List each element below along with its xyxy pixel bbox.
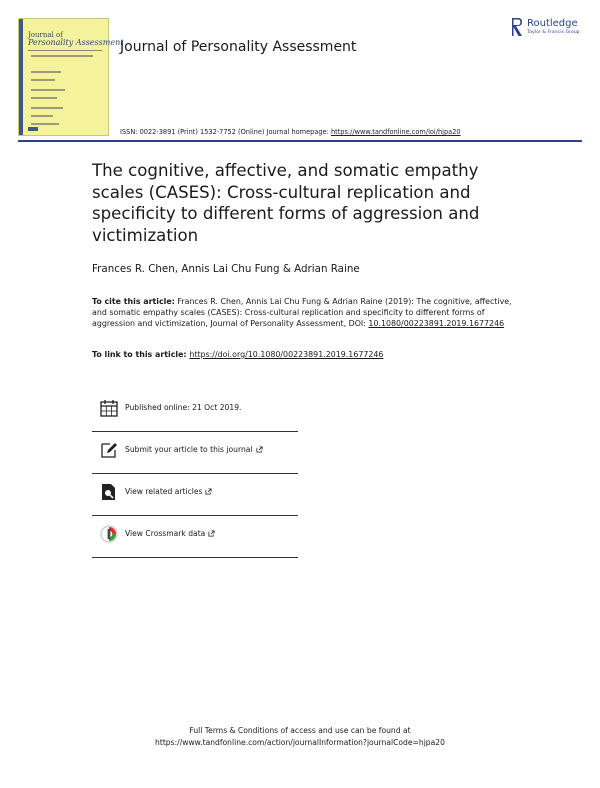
- journal-title: Journal of Personality Assessment: [120, 39, 357, 55]
- article-title: The cognitive, affective, and somatic empathy scales (CASES): Cross-cultural replication and specificity to different forms of aggression and victimization: [92, 161, 480, 245]
- issn-text: ISSN: 0022-3891 (Print) 1532-7752 (Online) Journal homepage:: [120, 128, 331, 136]
- cover-large-title: Personality Assessment: [28, 38, 124, 47]
- cite-label: To cite this article:: [92, 297, 175, 306]
- footer-terms-link[interactable]: https://www.tandfonline.com/action/journalInformation?journalCode=hjpa20: [155, 737, 445, 747]
- submit-article-item[interactable]: [92, 432, 298, 474]
- crossmark-item[interactable]: [92, 516, 298, 558]
- header-divider: [18, 140, 582, 142]
- brand-tagline: Taylor & Francis Group: [527, 30, 580, 35]
- article-actions: [92, 390, 298, 558]
- external-link-icon: [256, 446, 263, 453]
- link-label: To link to this article:: [92, 350, 190, 359]
- crossmark-icon: [100, 525, 118, 543]
- journal-cover-image: [18, 18, 124, 136]
- related-articles-label: View related articles: [125, 487, 203, 496]
- issn-line: [120, 128, 461, 136]
- external-link-icon: [208, 530, 215, 537]
- calendar-icon: [100, 399, 118, 417]
- routledge-logo[interactable]: [511, 17, 585, 39]
- brand-name: Routledge: [527, 18, 578, 29]
- footer: [0, 725, 600, 748]
- article-authors: Frances R. Chen, Annis Lai Chu Fung & Adrian Raine: [92, 263, 360, 275]
- published-online-label: Published online: 21 Oct 2019.: [125, 403, 242, 412]
- cover-small-title: Journal of: [28, 31, 63, 39]
- search-document-icon: [100, 483, 118, 501]
- cite-doi-link[interactable]: 10.1080/00223891.2019.1677246: [368, 319, 505, 329]
- article-doi-link[interactable]: https://doi.org/10.1080/00223891.2019.1677246: [189, 350, 384, 359]
- related-articles-item[interactable]: [92, 474, 298, 516]
- crossmark-label: View Crossmark data: [125, 529, 206, 538]
- submit-article-label: Submit your article to this journal: [125, 445, 253, 454]
- cover-spine: [19, 19, 23, 135]
- edit-icon: [100, 441, 118, 459]
- footer-terms-text: Full Terms & Conditions of access and use can be found at: [189, 726, 411, 735]
- cite-text: Frances R. Chen, Annis Lai Chu Fung & Adrian Raine (2019): The cognitive, affective, and somatic empathy scales (CASES): Cross-cultural replication and specificity to different forms of aggression and victimization, Journal of Personality Assessment, DOI:: [92, 297, 512, 329]
- routledge-r-icon: [511, 17, 524, 37]
- citation-block: [92, 296, 512, 330]
- journal-homepage-link[interactable]: https://www.tandfonline.com/loi/hjpa20: [330, 128, 461, 136]
- article-link-line: [92, 350, 383, 359]
- external-link-icon: [205, 488, 212, 495]
- published-online-item: [92, 390, 298, 432]
